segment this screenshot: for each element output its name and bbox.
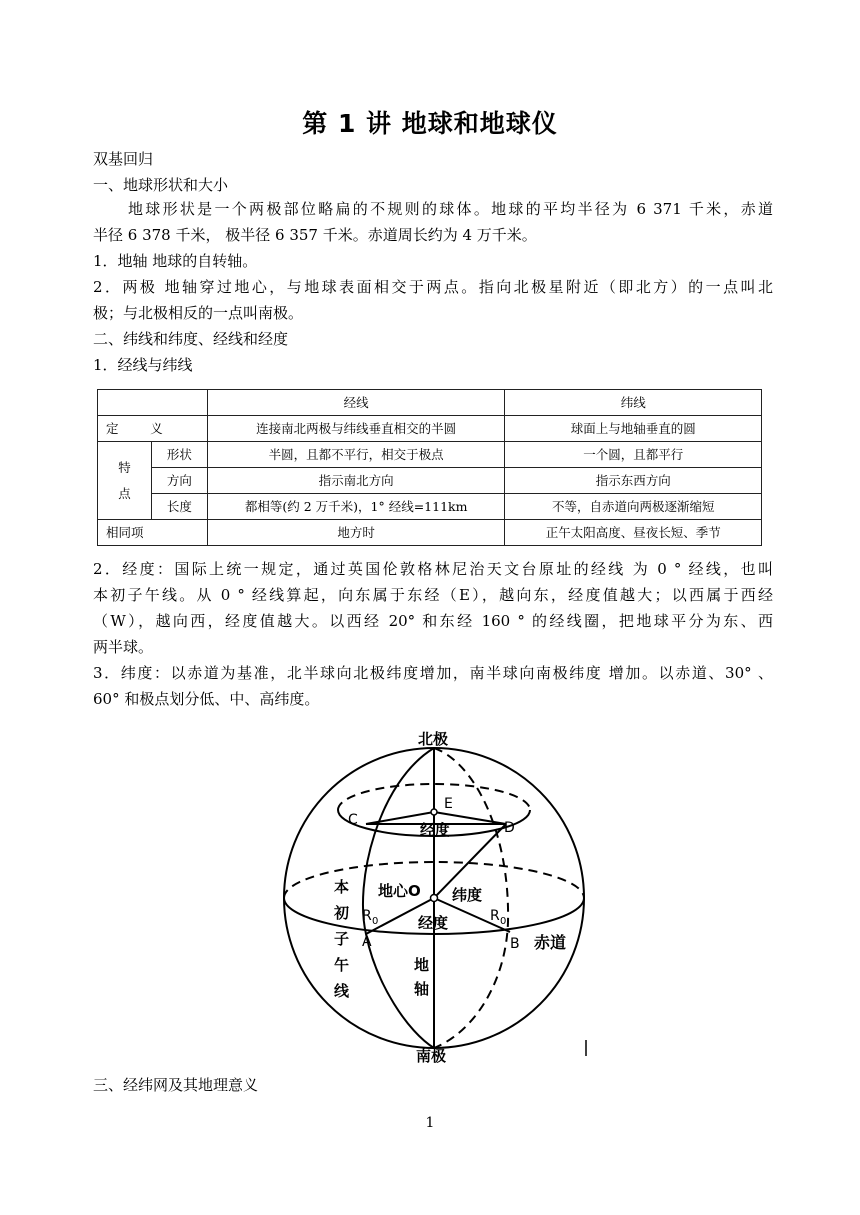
page-number: 1 [425, 1115, 435, 1131]
item-poles-line1: 2．两极 地轴穿过地心，与地球表面相交于两点。指向北极星附近（即北方）的一点叫北 [93, 278, 773, 296]
label-A: A [362, 934, 372, 950]
label-north-pole: 北极 [418, 730, 449, 748]
paragraph-longitude-line1: 2．经度：国际上统一规定，通过英国伦敦格林尼治天文台原址的经线 为 0 ° 经线，也叫 [93, 560, 773, 578]
table-cell: 正午太阳高度、昼夜长短、季节 [505, 520, 762, 546]
label-earth-center: 地心O [378, 882, 421, 900]
table-cell-label: 定 义 [98, 416, 208, 442]
label-R0-right: R [490, 908, 500, 924]
table-cell-label: 形状 [151, 442, 207, 468]
item-poles-line2: 极；与北极相反的一点叫南极。 [93, 304, 304, 322]
label-prime-meridian-char: 午 [334, 956, 350, 974]
label-D: D [504, 820, 515, 836]
label-R0-right-sub: 0 [500, 916, 507, 927]
label-prime-meridian-char: 子 [334, 930, 350, 948]
label-R0-left-sub: 0 [372, 916, 379, 927]
table-cell: 不等，自赤道向两极逐渐缩短 [505, 494, 762, 520]
table-row [98, 494, 762, 520]
center-point [431, 895, 438, 902]
table-cell: 一个圆，且都平行 [505, 442, 762, 468]
table-header-meridian: 经线 [207, 390, 505, 416]
subheading-meridian-parallel: 1．经线与纬线 [93, 356, 193, 374]
label-south-pole: 南极 [416, 1047, 447, 1064]
comparison-table [97, 389, 762, 546]
paragraph-shape-line2: 半径 6 378 千米， 极半径 6 357 千米。赤道周长约为 4 万千米。 [93, 226, 537, 244]
table-header-parallel: 纬线 [505, 390, 762, 416]
label-prime-meridian-char: 线 [334, 982, 350, 1000]
paragraph-shape-line1: 地球形状是一个两极部位略扁的不规则的球体。地球的平均半径为 6 371 千米，赤道 [128, 200, 773, 218]
table-cell: 指示东西方向 [505, 468, 762, 494]
label-axis-char: 地 [414, 956, 430, 974]
paragraph-latitude-line2: 60° 和极点划分低、中、高纬度。 [93, 690, 320, 708]
paragraph-latitude-line1: 3．纬度：以赤道为基准，北半球向北极纬度增加，南半球向南极纬度 增加。以赤道、30° 、 [93, 664, 773, 682]
paragraph-longitude-line2: 本初子午线。从 0 ° 经线算起，向东属于东经（E），越向东，经度值越大；以西属于西经 [93, 586, 773, 604]
globe-diagram [278, 722, 598, 1064]
paragraph-longitude-line3: （W），越向西，经度值越大。以西经 20° 和东经 160 ° 的经线圈，把地球平分为东、西 [93, 612, 773, 630]
section-heading-basics: 双基回归 [93, 150, 154, 168]
table-cell: 半圆，且都不平行，相交于极点 [207, 442, 505, 468]
section-heading-shape-size: 一、地球形状和大小 [93, 176, 229, 194]
label-B: B [510, 936, 520, 952]
table-cell-label: 长度 [151, 494, 207, 520]
point-E [431, 809, 437, 815]
table-cell: 球面上与地轴垂直的圆 [505, 416, 762, 442]
label-equator: 赤道 [534, 933, 567, 952]
table-cell: 都相等(约 2 万千米)，1° 经线=111km [207, 494, 505, 520]
label-prime-meridian-char: 初 [334, 904, 350, 922]
table-row [98, 520, 762, 546]
table-cell-group-label: 特 点 [98, 442, 152, 520]
label-axis-char: 轴 [414, 980, 430, 998]
section-heading-graticule: 三、经纬网及其地理意义 [93, 1076, 259, 1094]
section-heading-lat-lon: 二、纬线和纬度、经线和经度 [93, 330, 289, 348]
table-cell: 地方时 [207, 520, 505, 546]
label-prime-meridian-char: 本 [334, 878, 350, 896]
table-cell: 连接南北两极与纬线垂直相交的半圆 [207, 416, 505, 442]
table-row [98, 416, 762, 442]
label-longitude-top: 经度 [420, 821, 451, 839]
label-E: E [444, 796, 453, 812]
item-earth-axis: 1．地轴 地球的自转轴。 [93, 252, 258, 270]
label-longitude-bottom: 经度 [418, 914, 449, 932]
table-cell-label: 方向 [151, 468, 207, 494]
paragraph-longitude-line4: 两半球。 [93, 638, 154, 656]
label-R0-left: R [362, 908, 372, 924]
table-row [98, 442, 762, 468]
table-row [98, 468, 762, 494]
label-C: C [348, 812, 358, 828]
label-latitude: 纬度 [452, 886, 483, 904]
page-title: 第 1 讲 地球和地球仪 [302, 109, 558, 138]
table-cell-label: 相同项 [98, 520, 208, 546]
table-cell: 指示南北方向 [207, 468, 505, 494]
table-row [98, 390, 762, 416]
table-cell-empty [98, 390, 208, 416]
